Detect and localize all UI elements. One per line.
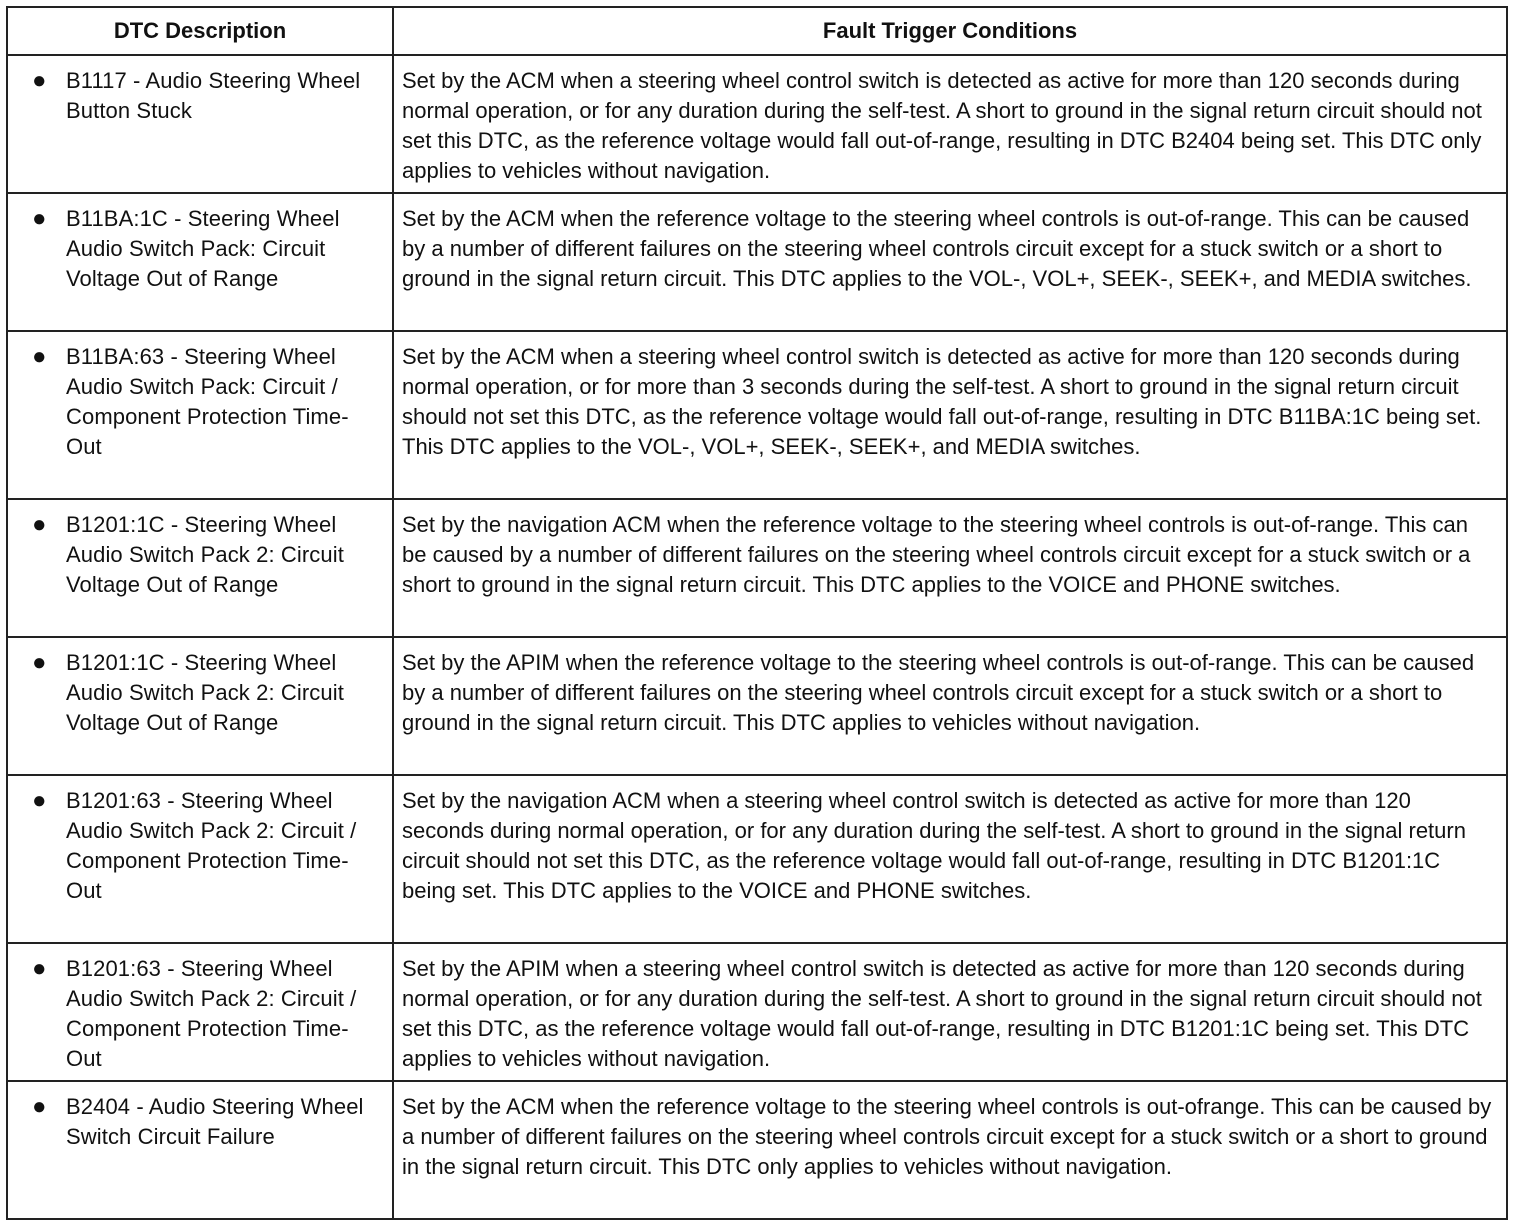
header-fault-trigger-conditions: Fault Trigger Conditions xyxy=(393,7,1507,55)
table-row xyxy=(7,775,1507,943)
bullet-icon: ● xyxy=(32,1093,47,1120)
dtc-table-sheet xyxy=(6,6,1506,1218)
fault-trigger-conditions-cell: Set by the navigation ACM when a steering wheel control switch is detected as active for more than 120 seconds during normal operation, or for any duration during the self-test. A short to ground in the signal return circuit should not set this DTC, as the reference voltage would fall out-of-range, resulting in DTC B1201:1C being set. This DTC applies to the VOICE and PHONE switches. xyxy=(393,775,1507,943)
dtc-description-cell xyxy=(7,1081,393,1219)
fault-trigger-conditions-cell: Set by the APIM when a steering wheel control switch is detected as active for more than 120 seconds during normal operation, or for any duration during the self-test. A short to ground in the signal return circuit should not set this DTC, as the reference voltage would fall out-of-range, resulting in DTC B1201:1C being set. This DTC applies to vehicles without navigation. xyxy=(393,943,1507,1081)
dtc-description-text: B1201:1C - Steering Wheel Audio Switch Pack 2: Circuit Voltage Out of Range xyxy=(66,512,344,597)
dtc-description-cell xyxy=(7,331,393,499)
fault-trigger-conditions-cell: Set by the ACM when the reference voltage to the steering wheel controls is out-of-range. This can be caused by a number of different failures on the steering wheel controls circuit except for a stuck switch or a short to ground in the signal return circuit. This DTC applies to the VOL-, VOL+, SEEK-, SEEK+, and MEDIA switches. xyxy=(393,193,1507,331)
bullet-icon: ● xyxy=(32,649,47,676)
dtc-description-cell xyxy=(7,775,393,943)
dtc-description-cell xyxy=(7,55,393,193)
bullet-icon: ● xyxy=(32,343,47,370)
fault-trigger-conditions-cell: Set by the APIM when the reference voltage to the steering wheel controls is out-of-range. This can be caused by a number of different failures on the steering wheel controls circuit except for a stuck switch or a short to ground in the signal return circuit. This DTC applies to vehicles without navigation. xyxy=(393,637,1507,775)
bullet-icon: ● xyxy=(32,511,47,538)
dtc-description-cell xyxy=(7,637,393,775)
table-row xyxy=(7,331,1507,499)
bullet-icon: ● xyxy=(32,205,47,232)
dtc-description-cell xyxy=(7,499,393,637)
dtc-table xyxy=(6,6,1508,1220)
dtc-description-text: B1201:63 - Steering Wheel Audio Switch Pack 2: Circuit / Component Protection Time-Out xyxy=(66,956,357,1071)
table-row xyxy=(7,637,1507,775)
bullet-icon: ● xyxy=(32,787,47,814)
dtc-description-text: B1201:63 - Steering Wheel Audio Switch Pack 2: Circuit / Component Protection Time-Out xyxy=(66,788,357,903)
dtc-description-cell xyxy=(7,943,393,1081)
bullet-icon: ● xyxy=(32,955,47,982)
table-row xyxy=(7,499,1507,637)
bullet-icon: ● xyxy=(32,67,47,94)
fault-trigger-conditions-cell: Set by the ACM when a steering wheel control switch is detected as active for more than 120 seconds during normal operation, or for more than 3 seconds during the self-test. A short to ground in the signal return circuit should not set this DTC, as the reference voltage would fall out-of-range, resulting in DTC B11BA:1C being set. This DTC applies to the VOL-, VOL+, SEEK-, SEEK+, and MEDIA switches. xyxy=(393,331,1507,499)
table-row xyxy=(7,943,1507,1081)
dtc-description-cell xyxy=(7,193,393,331)
fault-trigger-conditions-cell: Set by the navigation ACM when the reference voltage to the steering wheel controls is out-of-range. This can be caused by a number of different failures on the steering wheel controls circuit except for a stuck switch or a short to ground in the signal return circuit. This DTC applies to the VOICE and PHONE switches. xyxy=(393,499,1507,637)
header-dtc-description: DTC Description xyxy=(7,7,393,55)
table-row xyxy=(7,55,1507,193)
fault-trigger-conditions-cell: Set by the ACM when a steering wheel control switch is detected as active for more than 120 seconds during normal operation, or for any duration during the self-test. A short to ground in the signal return circuit should not set this DTC, as the reference voltage would fall out-of-range, resulting in DTC B2404 being set. This DTC only applies to vehicles without navigation. xyxy=(393,55,1507,193)
table-row xyxy=(7,193,1507,331)
dtc-description-text: B1201:1C - Steering Wheel Audio Switch Pack 2: Circuit Voltage Out of Range xyxy=(66,650,344,735)
table-header-row xyxy=(7,7,1507,55)
table-row xyxy=(7,1081,1507,1219)
dtc-description-text: B1117 - Audio Steering Wheel Button Stuck xyxy=(66,68,361,123)
fault-trigger-conditions-cell: Set by the ACM when the reference voltage to the steering wheel controls is out-ofrange. This can be caused by a number of different failures on the steering wheel controls circuit except for a stuck switch or a short to ground in the signal return circuit. This DTC only applies to vehicles without navigation. xyxy=(393,1081,1507,1219)
dtc-description-text: B2404 - Audio Steering Wheel Switch Circuit Failure xyxy=(66,1094,364,1149)
dtc-description-text: B11BA:63 - Steering Wheel Audio Switch Pack: Circuit / Component Protection Time-Out xyxy=(66,344,349,459)
dtc-description-text: B11BA:1C - Steering Wheel Audio Switch Pack: Circuit Voltage Out of Range xyxy=(66,206,340,291)
